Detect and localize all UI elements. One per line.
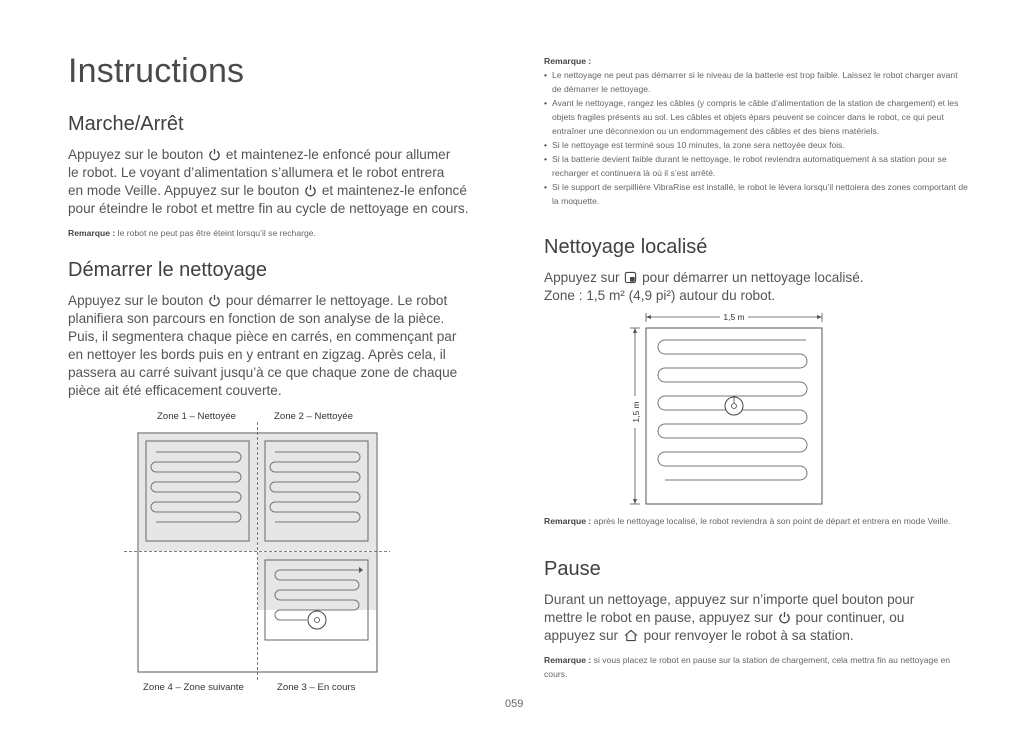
- page-number: 059: [505, 698, 524, 710]
- height-label: 1,5 m: [631, 401, 641, 423]
- demarrer-body: Appuyez sur le bouton pour démarrer le nettoyage. Le robot planifiera son parcours en fonction de son analyse de la pièce. Puis, il segmentera chaque pièce en carrés, en commençant par en nettoyer les bords puis en y entrant en zigzag. Après cela, il passera au carré suivant jusqu’à ce que chaque zone de chaque pièce ait été efficacement couverte.: [68, 293, 458, 398]
- power-icon: [778, 611, 791, 624]
- zone-3-label: Zone 3 – En cours: [277, 682, 356, 693]
- section-heading-marche: Marche/Arrêt: [68, 113, 184, 135]
- zone-3-area: [258, 552, 376, 610]
- spot-clean-icon: [624, 271, 637, 284]
- page-title: Instructions: [68, 52, 245, 90]
- zone-diagram: [124, 422, 394, 682]
- power-icon: [304, 184, 317, 197]
- list-item: • Avant le nettoyage, rangez les câbles (y compris le câble d’alimentation de la station de chargement) et les objets fragiles présents au sol. Les câbles et objets épars peuvent se coincer dans le robot, ce qui peut entraîner une déconnexion ou un endommagement des câbles et des biens matériels.: [544, 96, 968, 138]
- list-item: • Si la batterie devient faible durant le nettoyage, le robot reviendra automatiquement à sa station pour se recharger et continuera là où il s’est arrêté.: [544, 152, 968, 180]
- localise-note: Remarque : après le nettoyage localisé, le robot reviendra à son point de départ et entrera en mode Veille.: [544, 516, 951, 526]
- home-icon: [623, 629, 639, 642]
- list-item: • Si le nettoyage est terminé sous 10 minutes, la zone sera nettoyée deux fois.: [544, 138, 968, 152]
- marche-note: Remarque : le robot ne peut pas être éteint lorsqu’il se recharge.: [68, 228, 316, 238]
- section-heading-localise: Nettoyage localisé: [544, 236, 708, 258]
- section-heading-pause: Pause: [544, 558, 601, 580]
- power-icon: [208, 148, 221, 161]
- marche-body: Appuyez sur le bouton et maintenez-le enfoncé pour allumer le robot. Le voyant d’alimentation s’allumera et le robot entrera en mode Veille. Appuyez sur le bouton et maintenez-le enfoncé pour éteindre le robot et mettre fin au cycle de nettoyage en cours.: [68, 147, 469, 216]
- remarque-label: Remarque :: [544, 56, 592, 66]
- localise-body: Appuyez sur pour démarrer un nettoyage localisé. Zone : 1,5 m² (4,9 pi²) autour du robot.: [544, 270, 864, 303]
- zone-2-label: Zone 2 – Nettoyée: [274, 411, 353, 422]
- zone-1-label: Zone 1 – Nettoyée: [157, 411, 236, 422]
- power-icon: [208, 294, 221, 307]
- pause-body: Durant un nettoyage, appuyez sur n’importe quel bouton pour mettre le robot en pause, appuyez sur pour continuer, ou appuyez sur pour renvoyer le robot à sa station.: [544, 592, 915, 643]
- pause-note: Remarque : si vous placez le robot en pause sur la station de chargement, cela mettra fin au nettoyage en cours.: [544, 655, 951, 679]
- robot-icon: [308, 611, 326, 629]
- list-item: • Si le support de serpillière VibraRise est installé, le robot le lèvera lorsqu’il nettoiera des zones comportant de la moquette.: [544, 180, 968, 208]
- width-label: 1,5 m: [723, 312, 745, 322]
- section-heading-demarrer: Démarrer le nettoyage: [68, 259, 267, 281]
- list-item: • Le nettoyage ne peut pas démarrer si le niveau de la batterie est trop faible. Laissez le robot charger avant de démarrer le nettoyage.: [544, 68, 968, 96]
- spot-diagram: [628, 310, 828, 510]
- remarque-list: [544, 68, 968, 208]
- zone-4-label: Zone 4 – Zone suivante: [143, 682, 244, 693]
